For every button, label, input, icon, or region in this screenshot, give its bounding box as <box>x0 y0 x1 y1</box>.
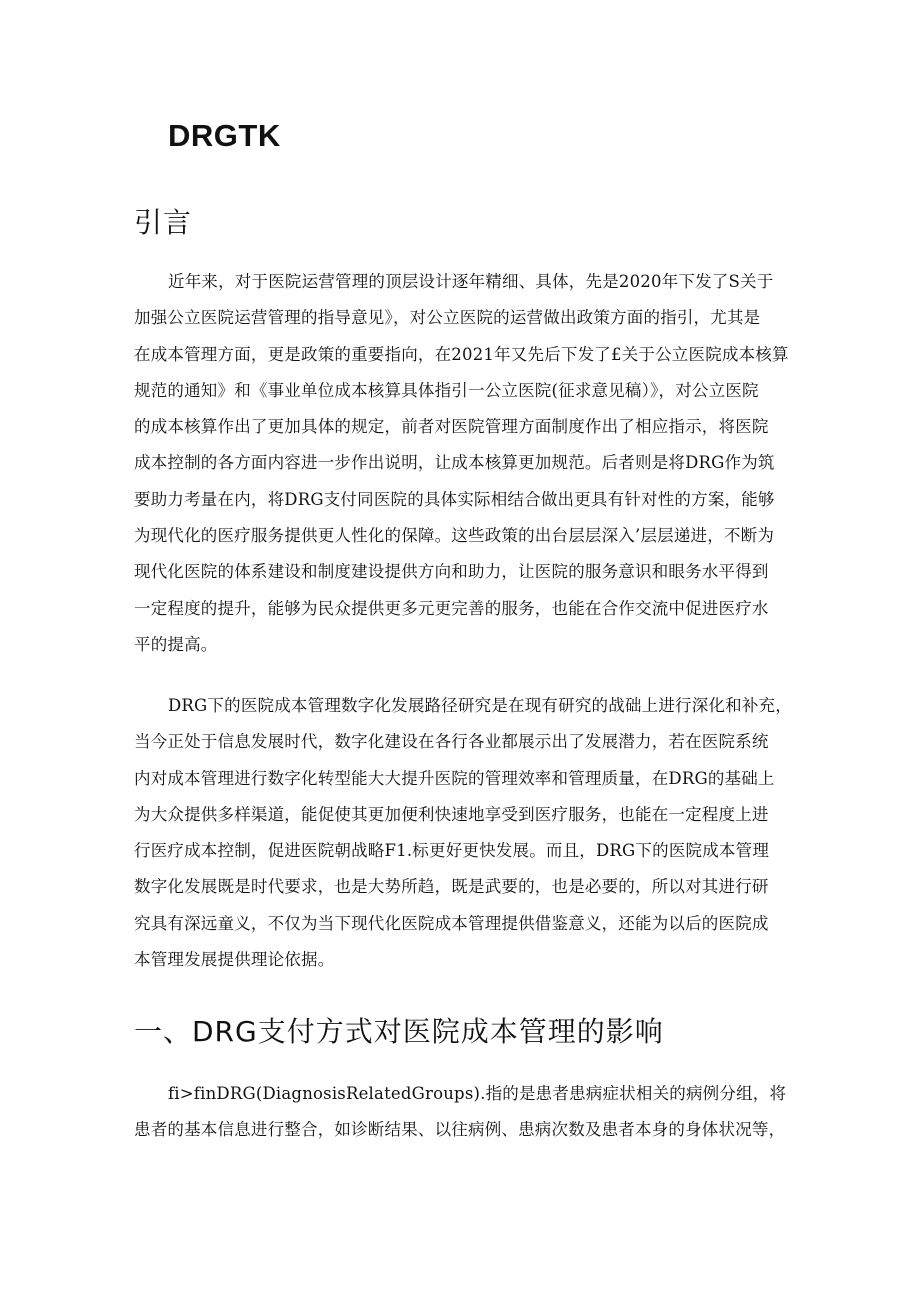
paragraph-line: 为大众提供多样渠道，能促使其更加便利快速地享受到医疗服务，也能在一定程度上进 <box>134 804 769 824</box>
paragraph-line: 究具有深远童义，不仅为当下现代化医院成本管理提供借鉴意义，还能为以后的医院成 <box>134 913 769 933</box>
paragraph-line: 加强公立医院运营管理的指导意见》，对公立医院的运营做出政策方面的指引，尤其是 <box>134 308 761 328</box>
paragraph-intro-research <box>134 688 794 978</box>
section-heading-introduction: 引言 <box>134 206 193 239</box>
paragraph-line: 本管理发展提供理论依据。 <box>134 950 335 970</box>
paragraph-line: fi>finDRG(DiagnosisRelatedGroups).指的是患者患病症状相关的病例分组，将 <box>168 1084 787 1103</box>
paragraph-line: 成本控制的各方面内容进一步作出说明，让成本核算更加规范。后者则是将DRG作为筑 <box>134 453 775 473</box>
paragraph-line: 近年来，对于医院运营管理的顶层设计逐年精细、具体，先是2020年下发了S关于 <box>168 272 774 291</box>
paragraph-line: 规范的通知》和《事业单位成本核算具体指引一公立医院(征求意见稿）》，对公立医院 <box>134 380 759 400</box>
paragraph-drg-definition <box>134 1076 794 1149</box>
paragraph-line: 在成本管理方面，更是政策的重要指向，在2021年又先后下发了£关于公立医院成本核算 <box>134 344 789 364</box>
section-heading-drg-impact: 一、DRG支付方式对医院成本管理的影响 <box>134 1015 664 1048</box>
paragraph-line: 内对成本管理进行数字化转型能大大提升医院的管理效率和管理质量，在DRG的基础上 <box>134 768 775 788</box>
paragraph-line: 当今正处于信息发展时代，数字化建设在各行各业都展示出了发展潜力，若在医院系统 <box>134 732 769 752</box>
paragraph-line: 为现代化的医疗服务提供更人性化的保障。这些政策的出台层层深入’层层递进，不断为 <box>134 526 775 546</box>
paragraph-line: 一定程度的提升，能够为民众提供更多元更完善的服务，也能在合作交流中促进医疗水 <box>134 598 769 618</box>
paragraph-line: 患者的基本信息进行整合，如诊断结果、以往病例、患病次数及患者本身的身体状况等， <box>134 1120 786 1140</box>
paragraph-line: 的成本核算作出了更加具体的规定，前者对医院管理方面制度作出了相应指示，将医院 <box>134 417 769 437</box>
document-title: DRGTK <box>168 118 281 153</box>
paragraph-line: DRG下的医院成本管理数字化发展路径研究是在现有研究的战础上进行深化和补充， <box>168 696 792 715</box>
paragraph-line: 要助力考量在内，将DRG支付同医院的具体实际相结合做出更具有针对性的方案，能够 <box>134 489 775 509</box>
paragraph-line: 现代化医院的体系建设和制度建设提供方向和助力，让医院的服务意识和眼务水平得到 <box>134 562 769 582</box>
paragraph-intro-policy <box>134 264 794 663</box>
paragraph-line: 平的提高。 <box>134 634 218 654</box>
paragraph-line: 数字化发展既是时代要求，也是大势所趋，既是武要的，也是必要的，所以对其进行研 <box>134 877 769 897</box>
paragraph-line: 行医疗成本控制，促进医院朝战略F1.标更好更快发展。而且，DRG下的医院成本管理 <box>134 841 770 861</box>
